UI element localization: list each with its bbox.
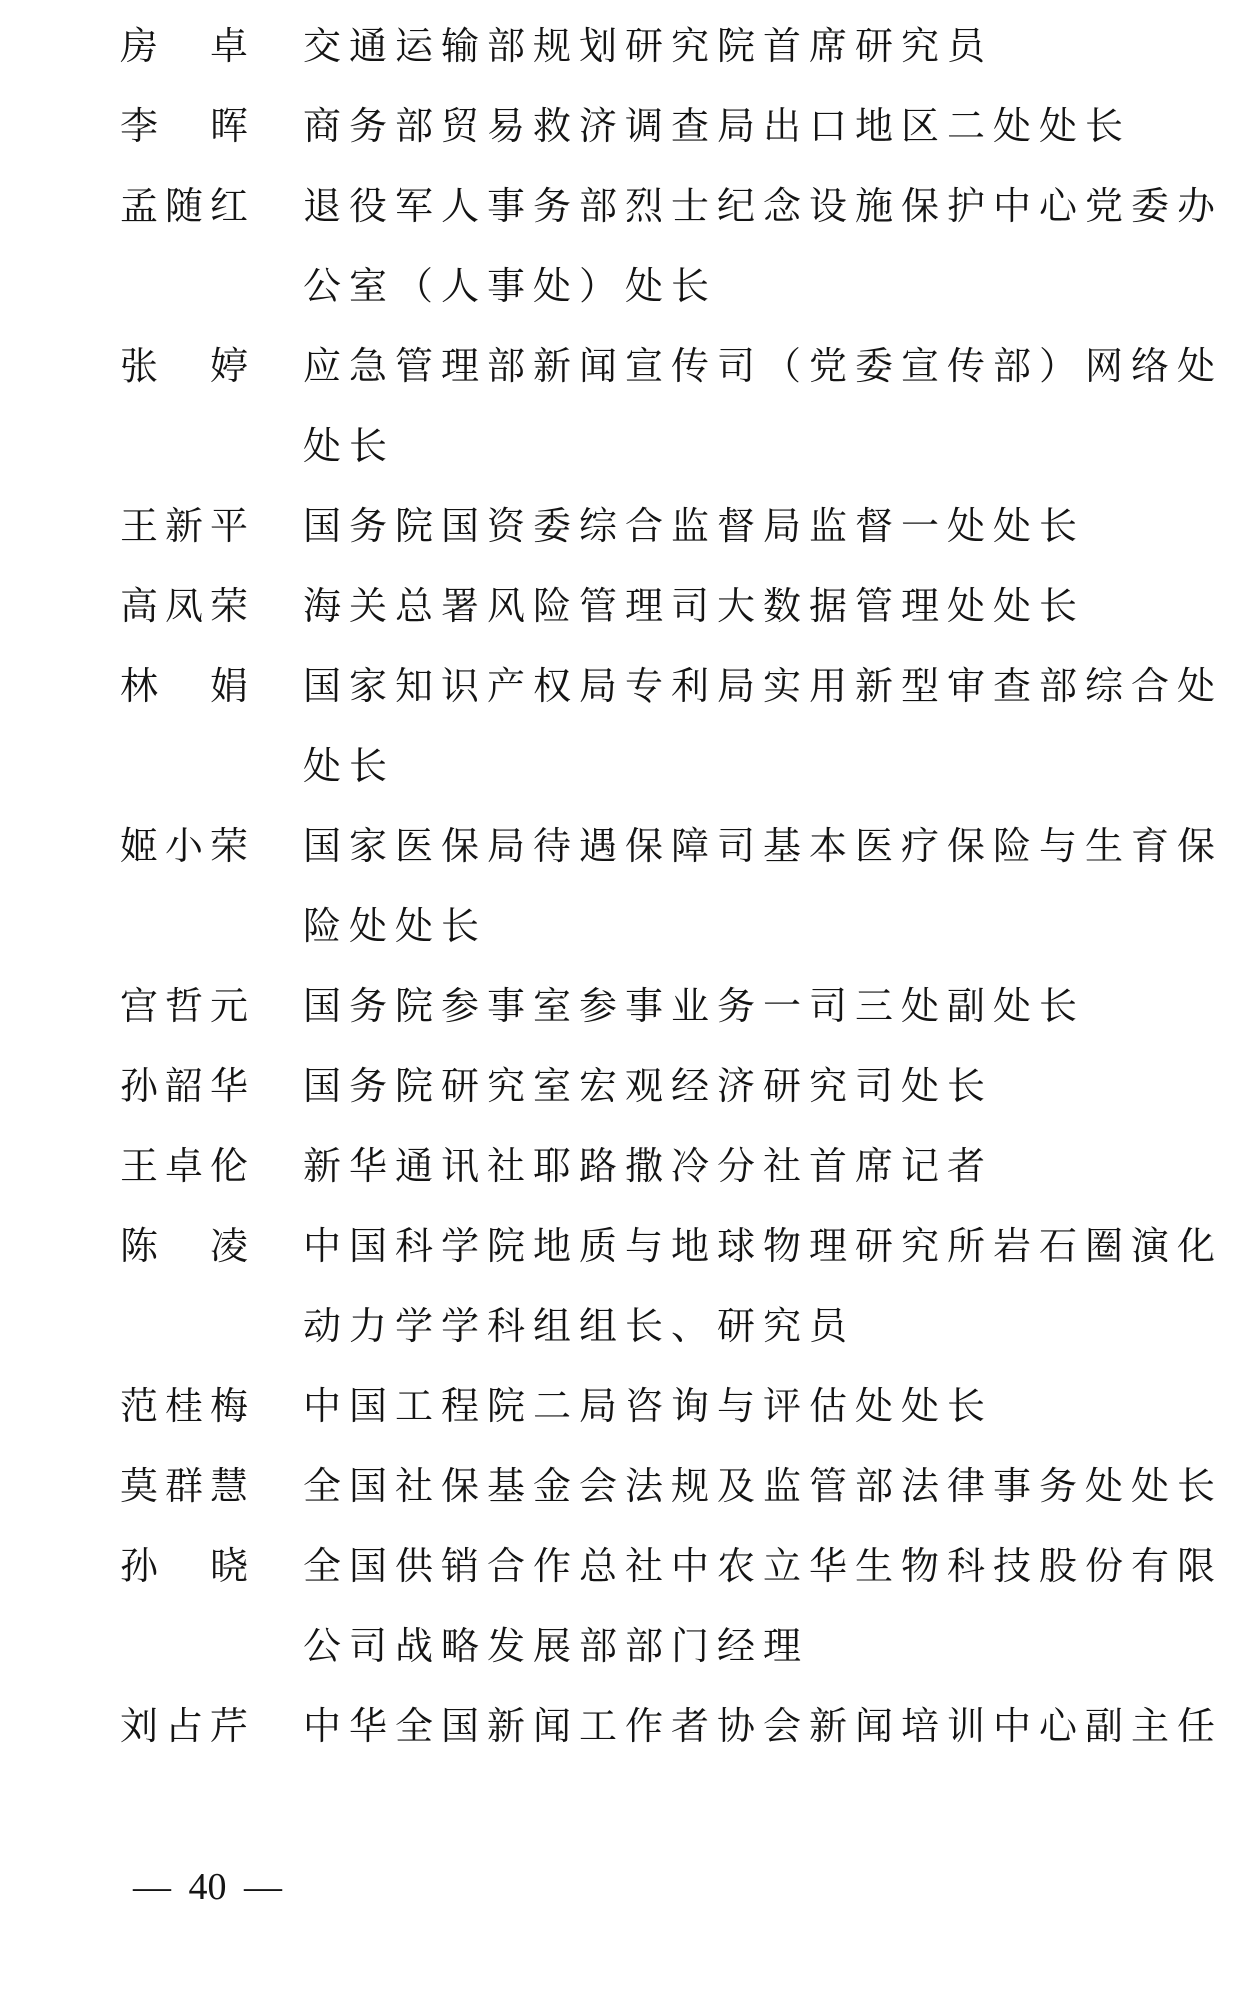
name-char: 宫 [120,986,159,1028]
name-char: 晖 [209,106,248,148]
person-title: 全国供销合作总社中农立华生物科技股份有限公司战略发展部部门经理 [303,1546,1224,1668]
name-title-list [0,7,1242,1767]
name-char: 高 [120,586,159,628]
name-char: 平 [209,506,248,548]
name-char: 荣 [209,586,248,628]
person-name [120,647,248,727]
person-title: 退役军人事务部烈士纪念设施保护中心党委办公室（人事处）处长 [303,186,1224,308]
list-item [0,647,1242,807]
name-char: 随 [164,186,203,228]
name-char: 姬 [120,826,159,868]
name-char: 林 [120,666,159,708]
name-char: 韶 [164,1066,203,1108]
person-name [120,87,248,167]
person-title: 国家医保局待遇保障司基本医疗保险与生育保险处处长 [303,826,1224,948]
list-item [0,807,1242,967]
list-item [0,7,1242,87]
name-char: 华 [209,1066,248,1108]
list-item [0,967,1242,1047]
person-name [120,567,248,647]
person-name [120,967,248,1047]
person-title: 国家知识产权局专利局实用新型审查部综合处处长 [303,666,1224,788]
list-item [0,167,1242,327]
list-item [0,1047,1242,1127]
name-char: 凤 [164,586,203,628]
name-char: 慧 [209,1466,248,1508]
person-title: 应急管理部新闻宣传司（党委宣传部）网络处处长 [303,346,1224,468]
name-char: 王 [120,506,159,548]
name-char: 孙 [120,1546,159,1588]
person-title: 国务院研究室宏观经济研究司处长 [303,1066,994,1108]
name-char: 桂 [164,1386,203,1428]
list-item [0,87,1242,167]
person-title: 国务院国资委综合监督局监督一处处长 [303,506,1086,548]
name-char: 小 [164,826,203,868]
name-char: 占 [164,1706,203,1748]
name-char: 范 [120,1386,159,1428]
name-char: 凌 [209,1226,248,1268]
person-title: 国务院参事室参事业务一司三处副处长 [303,986,1086,1028]
name-char: 荣 [209,826,248,868]
list-item [0,567,1242,647]
person-title: 商务部贸易救济调查局出口地区二处处长 [303,106,1132,148]
name-char: 元 [209,986,248,1028]
name-char: 陈 [120,1226,159,1268]
person-name [120,487,248,567]
page-footer [63,1767,1242,2007]
name-char: 红 [209,186,248,228]
list-item [0,487,1242,567]
name-char: 莫 [120,1466,159,1508]
person-name [120,1527,248,1607]
name-char: 孙 [120,1066,159,1108]
page-number: — 40 — [133,1866,282,1908]
name-char: 王 [120,1146,159,1188]
list-item [0,1687,1242,1767]
list-item [0,1527,1242,1687]
list-item [0,1127,1242,1207]
name-char: 群 [164,1466,203,1508]
list-item [0,1207,1242,1367]
name-char: 梅 [209,1386,248,1428]
person-name [120,1047,248,1127]
person-title: 中华全国新闻工作者协会新闻培训中心副主任 [303,1706,1224,1748]
name-char: 新 [164,506,203,548]
person-name [120,807,248,887]
person-title: 交通运输部规划研究院首席研究员 [303,26,994,68]
name-char: 娟 [209,666,248,708]
name-char: 晓 [209,1546,248,1588]
person-title: 新华通讯社耶路撒冷分社首席记者 [303,1146,994,1188]
person-name [120,1127,248,1207]
list-item [0,1367,1242,1447]
name-char: 孟 [120,186,159,228]
person-title: 海关总署风险管理司大数据管理处处长 [303,586,1086,628]
person-name [120,1687,248,1767]
name-char: 李 [120,106,159,148]
name-char: 卓 [164,1146,203,1188]
person-name [120,167,248,247]
name-char: 伦 [209,1146,248,1188]
person-name [120,1367,248,1447]
person-title: 中国工程院二局咨询与评估处处长 [303,1386,994,1428]
name-char: 房 [120,26,159,68]
person-name [120,327,248,407]
name-char: 张 [120,346,159,388]
person-name [120,1447,248,1527]
person-name [120,7,248,87]
name-char: 哲 [164,986,203,1028]
name-char: 卓 [209,26,248,68]
person-title: 全国社保基金会法规及监管部法律事务处处长 [303,1466,1224,1508]
list-item [0,1447,1242,1527]
name-char: 婷 [209,346,248,388]
name-char: 芹 [209,1706,248,1748]
person-name [120,1207,248,1287]
list-item [0,327,1242,487]
name-char: 刘 [120,1706,159,1748]
person-title: 中国科学院地质与地球物理研究所岩石圈演化动力学学科组组长、研究员 [303,1226,1224,1348]
